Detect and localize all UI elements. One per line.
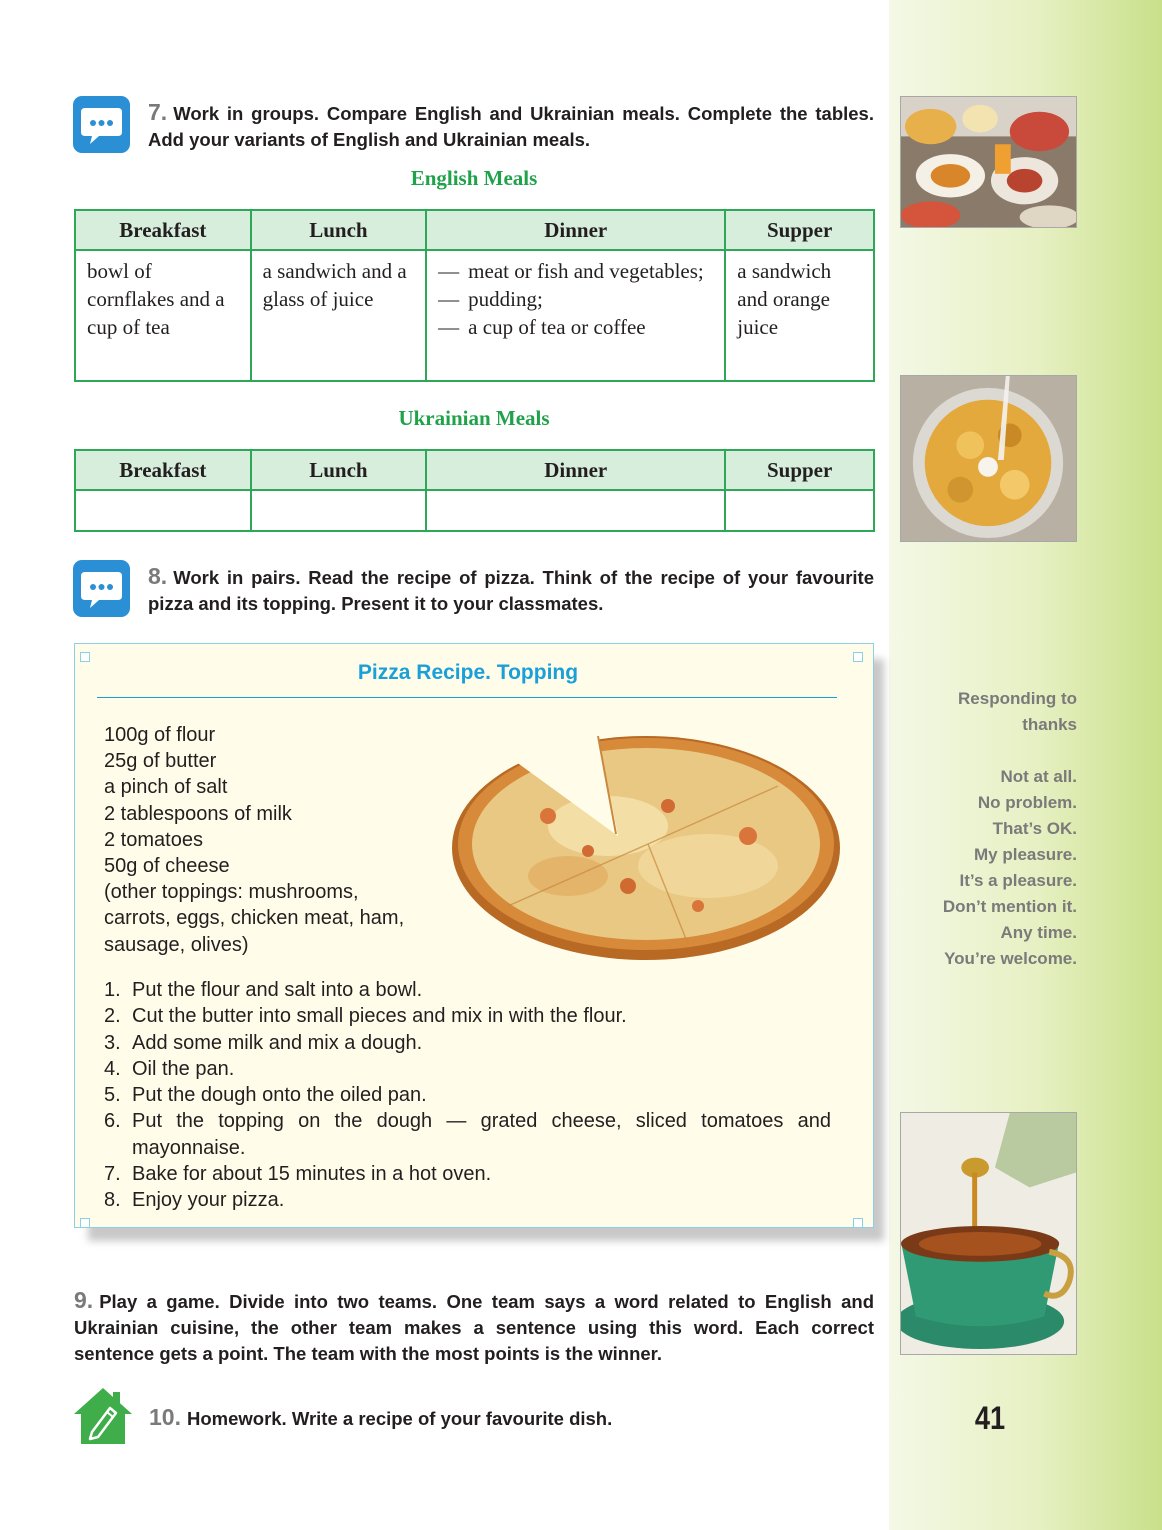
step-number: 6.: [104, 1110, 121, 1133]
step-item: [104, 1161, 831, 1187]
task-instruction: Homework. Write a recipe of your favourite dish.: [186, 1408, 613, 1429]
empty-lunch-cell[interactable]: [251, 490, 427, 531]
recipe-title: Pizza Recipe. Topping: [357, 661, 579, 684]
pizza-image: [448, 716, 844, 968]
cornflakes-photo: [900, 375, 1077, 542]
ingredient-line: a pinch of salt: [104, 776, 228, 799]
column-header: Breakfast: [75, 450, 251, 490]
recipe-steps: [104, 977, 831, 1214]
column-header: Breakfast: [75, 210, 251, 250]
phrase-item: No problem.: [977, 793, 1077, 812]
step-number: 8.: [104, 1189, 121, 1212]
sidebar-title-line2: thanks: [1022, 715, 1077, 734]
column-header: Dinner: [426, 210, 725, 250]
task-7-text: [148, 99, 874, 153]
dinner-item: [438, 285, 713, 313]
task-10-text: [149, 1404, 869, 1432]
step-number: 3.: [104, 1031, 121, 1054]
title-divider: [97, 697, 837, 698]
dinner-item: [438, 257, 713, 285]
phrase-item: You’re welcome.: [944, 949, 1077, 968]
english-meals-table: [74, 209, 875, 382]
tea-cup-photo: [900, 1112, 1077, 1355]
task-instruction: Work in groups. Compare English and Ukrainian meals. Complete the tables. Add your variants of English and Ukrainian meals.: [148, 103, 874, 150]
card-corner: [853, 1218, 863, 1228]
column-header: Lunch: [251, 210, 427, 250]
step-text: Put the topping on the dough — grated cheese, sliced tomatoes and mayonnaise.: [132, 1110, 831, 1159]
speech-bubble-icon: [73, 96, 130, 153]
step-item: [104, 1082, 831, 1108]
step-item: [104, 1030, 831, 1056]
step-number: 2.: [104, 1005, 121, 1028]
step-item: [104, 1056, 831, 1082]
step-item: [104, 977, 831, 1003]
phrase-item: Any time.: [1000, 923, 1077, 942]
step-item: [104, 1003, 831, 1029]
ingredient-line: 25g of butter: [104, 750, 217, 773]
dinner-item-text: a cup of tea or coffee: [468, 315, 646, 339]
page-number: 41: [974, 1400, 1006, 1436]
step-text: Oil the pan.: [132, 1057, 235, 1080]
step-text: Enjoy your pizza.: [132, 1189, 285, 1212]
ingredient-line: (other toppings: mushrooms,: [104, 881, 359, 904]
dash-mark: —: [438, 259, 460, 283]
dash-mark: —: [438, 315, 460, 339]
ukrainian-meals-title: Ukrainian Meals: [398, 406, 550, 430]
speech-bubble-icon: [73, 560, 130, 617]
dinner-item-text: meat or fish and vegetables;: [468, 259, 704, 283]
step-text: Bake for about 15 minutes in a hot oven.: [132, 1163, 492, 1186]
step-number: 1.: [104, 979, 121, 1001]
card-corner: [80, 1218, 90, 1228]
column-header: Supper: [725, 450, 874, 490]
phrase-item: Not at all.: [1000, 767, 1077, 786]
empty-breakfast-cell[interactable]: [75, 490, 251, 531]
step-number: 5.: [104, 1084, 121, 1107]
column-header: Supper: [725, 210, 874, 250]
task-number: 10.: [149, 1404, 181, 1430]
responding-to-thanks-title: [905, 686, 1077, 738]
step-text: Put the dough onto the oiled pan.: [132, 1084, 427, 1107]
dinner-cell: [426, 250, 725, 381]
step-text: Cut the butter into small pieces and mix in with the flour.: [132, 1005, 627, 1028]
task-number: 8.: [148, 563, 168, 589]
step-text: Add some milk and mix a dough.: [132, 1031, 423, 1054]
step-item: [104, 1187, 831, 1213]
column-header: Dinner: [426, 450, 725, 490]
responding-to-thanks-panel: [905, 686, 1077, 972]
phrase-item: Don’t mention it.: [942, 897, 1077, 916]
task-instruction: Work in pairs. Read the recipe of pizza. Think of the recipe of your favourite pizza and its topping. Present it to your classmates.: [148, 567, 874, 614]
lunch-cell: a sandwich and a glass of juice: [251, 250, 427, 381]
ingredient-line: 2 tomatoes: [104, 828, 203, 851]
breakfast-table-photo: [900, 96, 1077, 228]
empty-supper-cell[interactable]: [725, 490, 874, 531]
empty-dinner-cell[interactable]: [426, 490, 725, 531]
phrase-item: My pleasure.: [974, 845, 1077, 864]
dinner-item: [438, 313, 713, 341]
dash-mark: —: [438, 287, 460, 311]
ingredient-line: sausage, olives): [104, 933, 249, 956]
task-9-text: [74, 1287, 874, 1367]
sidebar-title-line1: Responding to: [958, 689, 1077, 708]
task-number: 9.: [74, 1287, 94, 1313]
ingredient-line: 50g of cheese: [104, 855, 230, 878]
supper-cell: a sandwich and orange juice: [725, 250, 874, 381]
ukrainian-meals-table: [74, 449, 875, 532]
breakfast-cell: bowl of cornflakes and a cup of tea: [75, 250, 251, 381]
phrase-item: That’s OK.: [992, 819, 1077, 838]
ingredients-list: [104, 722, 444, 958]
column-header: Lunch: [251, 450, 427, 490]
phrase-item: It’s a pleasure.: [959, 871, 1077, 890]
english-meals-title: English Meals: [410, 166, 538, 190]
card-corner: [80, 652, 90, 662]
task-number: 7.: [148, 99, 168, 125]
ingredient-line: 2 tablespoons of milk: [104, 802, 292, 825]
step-number: 4.: [104, 1057, 121, 1080]
card-corner: [853, 652, 863, 662]
ingredient-line: carrots, eggs, chicken meat, ham,: [104, 907, 405, 930]
ingredient-line: 100g of flour: [104, 724, 216, 746]
step-text: Put the flour and salt into a bowl.: [132, 979, 423, 1001]
dinner-item-text: pudding;: [468, 287, 543, 311]
task-8-text: [148, 563, 874, 617]
task-instruction: Play a game. Divide into two teams. One team says a word related to English and Ukrainian cuisine, the other team makes a sentence using this word. Each correct sentence gets a point. The team with the most points is the winner.: [74, 1291, 874, 1364]
step-item: [104, 1108, 831, 1161]
house-pencil-icon: [72, 1386, 134, 1446]
step-number: 7.: [104, 1163, 121, 1186]
